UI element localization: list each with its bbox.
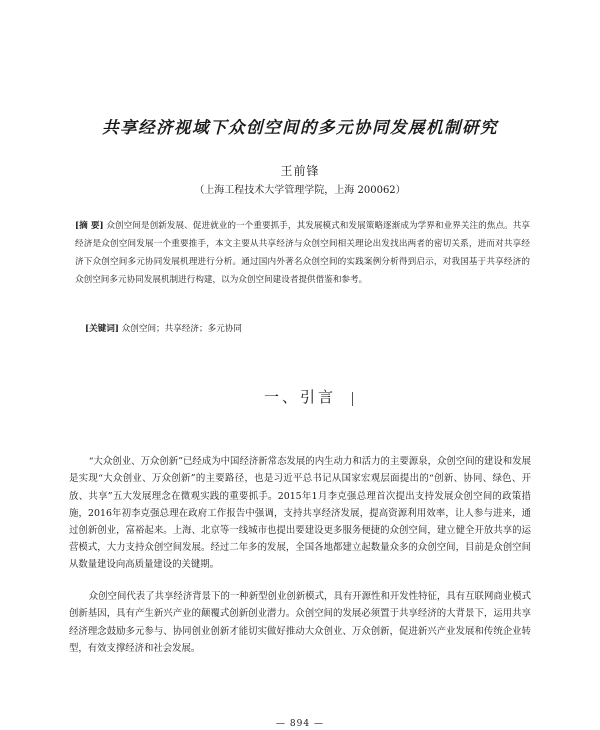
- page-number: — 894 —: [276, 719, 324, 729]
- section-divider-mark: [352, 392, 353, 406]
- author-name: 王前锋: [280, 164, 320, 178]
- abstract-label: [摘 要]: [75, 221, 104, 231]
- abstract-text: 众创空间是创新发展、促进就业的一个重要抓手，其发展模式和发展策略逐渐成为学界和业界关注的焦点。共享经济是众创空间发展一个重要推手，本文主要从共享经济与众创空间相关理论出发找出两者的密切关系，进而对共享经济下众创空间多元协同发展机理进行分析。通过国内外著名众创空间的实践案例分析得到启示，对我国基于共享经济的众创空间多元协同发展机制进行构建，以为众创空间建设者提供借鉴和参考。: [75, 221, 530, 285]
- abstract-block: [75, 217, 530, 289]
- keywords-block: [85, 322, 525, 334]
- keywords-label: [关键词]: [85, 324, 119, 334]
- author-affiliation: （上海工程技术大学管理学院，上海 200062）: [194, 185, 406, 196]
- keywords-text: 众创空间；共享经济；多元协同: [121, 324, 242, 334]
- section-heading: 一、引言: [263, 388, 336, 406]
- paper-title: 共享经济视域下众创空间的多元协同发展机制研究: [102, 118, 498, 137]
- body-paragraph: 众创空间代表了共享经济背景下的一种新型创业创新模式，具有开源性和开发性特征，具有互联网商业模式创新基因，具有产生新兴产业的颠覆式创新创业潜力。众创空间的发展必须置于共享经济的大背景下，运用共享经济理念鼓励多元参与、协同创业创新才能切实做好推动大众创业、万众创新，促进新兴产业发展和传统企业转型，有效支撑经济和社会发展。: [69, 591, 531, 654]
- body-paragraph: “大众创业、万众创新”已经成为中国经济新常态发展的内生动力和活力的主要源泉，众创空间的建设和发展是实现“大众创业、万众创新”的主要路径，也是习近平总书记从国家宏观层面提出的“创新、协同、绿色、开放、共享”五大发展理念在微观实践的重要抓手。2015年1月李克强总理首次提出支持发展众创空间的政策措施，2016年初李克强总理在政府工作报告中强调，支持共享经济发展，提高资源利用效率，让人参与进来，通过创新创业，富裕起来。上海、北京等一线城市也提出要建设更多服务便捷的众创空间，建立健全开放共享的运营模式，大力支持众创空间发展。经过二年多的发展，全国各地都建立起数量众多的众创空间，目前是众创空间从数量建设向高质量建设的关键期。: [69, 456, 531, 570]
